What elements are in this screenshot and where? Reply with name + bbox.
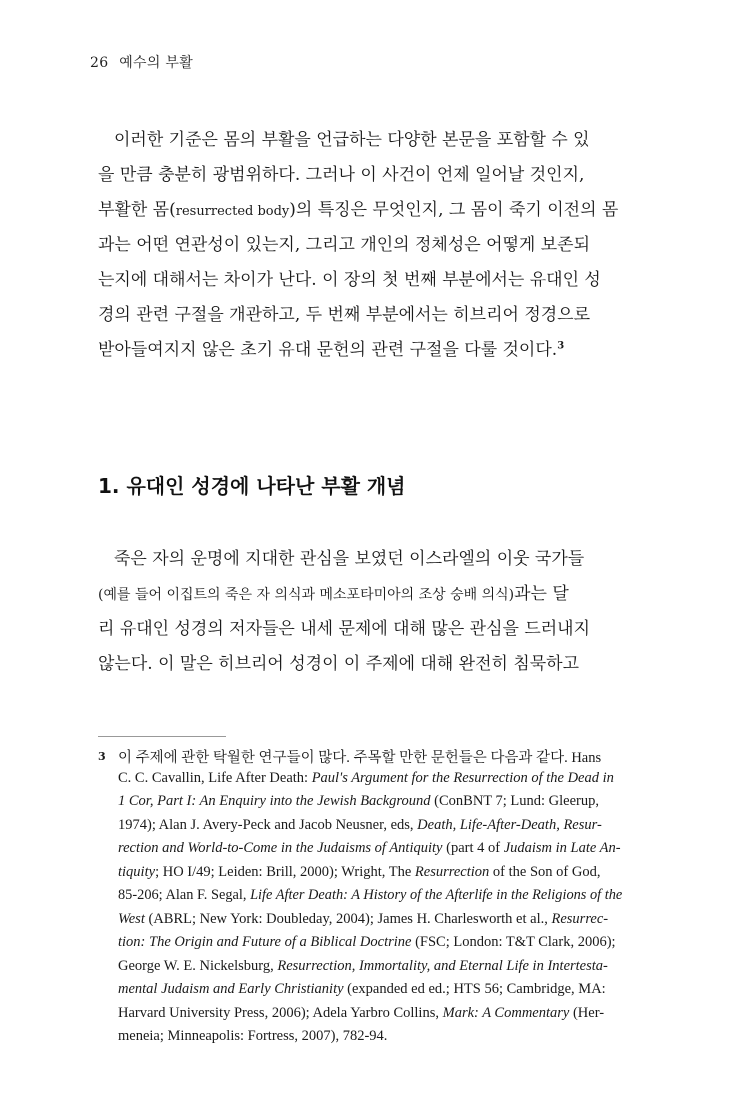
text-span: George W. E. Nickelsburg, <box>118 957 278 974</box>
paragraph-line: 죽은 자의 운명에 지대한 관심을 보였던 이스라엘의 이웃 국가들 <box>114 549 585 569</box>
text-span: 1974); Alan J. Avery-Peck and Jacob Neusner, eds, <box>118 816 418 833</box>
paragraph-line: 과는 어떤 연관성이 있는지, 그리고 개인의 정체성은 어떻게 보존되 <box>98 235 591 255</box>
footnote-divider <box>98 736 226 737</box>
footnote-line <box>118 958 608 975</box>
text-span: )의 특징은 무엇인지, 그 몸이 죽기 이전의 몸 <box>289 200 619 220</box>
paragraph-line: 않는다. 이 말은 히브리어 성경이 이 주제에 대해 완전히 침묵하고 <box>98 654 580 674</box>
running-head <box>90 52 193 72</box>
book-title-italic: Death, Life-After-Death, Resur- <box>417 816 602 833</box>
book-title-italic: rection and World-to-Come in the Judaisms of Antiquity <box>118 840 443 856</box>
footnote-line <box>118 793 599 810</box>
text-span: (ConBNT 7; Lund: Gleerup, <box>430 793 600 809</box>
text-span: 받아들여지지 않은 초기 유대 문헌의 관련 구절을 다룰 것이다. <box>98 340 558 360</box>
paragraph-line: 경의 관련 구절을 개관하고, 두 번째 부분에서는 히브리어 정경으로 <box>98 305 591 325</box>
text-span: Harvard University Press, 2006); Adela Yarbro Collins, <box>118 1004 443 1021</box>
text-span: (FSC; London: T&T Clark, 2006); <box>411 934 616 950</box>
paragraph-line: 는지에 대해서는 차이가 난다. 이 장의 첫 번째 부분에서는 유대인 성 <box>98 270 601 290</box>
book-title-italic: Life After Death: A History of the Afterlife in the Religions of the <box>250 887 623 903</box>
paragraph-line: 이러한 기준은 몸의 부활을 언급하는 다양한 본문을 포함할 수 있 <box>114 130 590 150</box>
english-term: resurrected body <box>175 204 290 219</box>
book-title-italic: Resurrec- <box>551 910 609 927</box>
book-title-italic: tion: The Origin and Future of a Biblical Doctrine <box>118 934 412 950</box>
text-span: (expanded ed ed.; HTS 56; Cambridge, MA: <box>343 981 606 997</box>
book-title-italic: Resurrection <box>414 863 490 880</box>
footnote-line <box>118 817 602 834</box>
text-span: (part 4 of <box>442 840 504 856</box>
book-title-italic: 1 Cor, Part I: An Enquiry into the Jewish Background <box>118 793 431 809</box>
book-title-italic: Mark: A Commentary <box>442 1004 570 1021</box>
paragraph-line <box>98 579 569 604</box>
text-span: of the Son of God, <box>489 863 601 880</box>
book-title-italic: mental Judaism and Early Christianity <box>118 981 344 997</box>
book-title-italic: Judaism in Late An- <box>503 840 621 856</box>
footnote-line <box>118 1005 604 1022</box>
paragraph-line: 을 만큼 충분히 광범위하다. 그러나 이 사건이 언제 일어날 것인지, <box>98 165 585 185</box>
footnote-line: 이 주제에 관한 탁월한 연구들이 많다. 주목할 만한 문헌들은 다음과 같다. Hans <box>118 750 602 766</box>
paragraph-line: 리 유대인 성경의 저자들은 내세 문제에 대해 많은 관심을 드러내지 <box>98 619 591 639</box>
footnote-line <box>118 911 608 928</box>
text-span: (ABRL; New York: Doubleday, 2004); James H. Charlesworth et al., <box>144 910 552 927</box>
book-title-italic: tiquity <box>118 863 156 880</box>
footnote-line: meneia; Minneapolis: Fortress, 2007), 782-94. <box>118 1028 388 1044</box>
text-span: 부활한 몸( <box>98 200 176 220</box>
text-span: 85-206; Alan F. Segal, <box>118 887 251 903</box>
footnote-line <box>118 934 616 951</box>
page-number: 26 <box>90 55 109 71</box>
book-title-italic: Paul's Argument for the Resurrection of the Dead in <box>311 769 614 786</box>
text-span: (Her- <box>569 1004 605 1021</box>
footnote-line <box>118 981 606 998</box>
footnote-number: 3 <box>98 750 106 763</box>
parenthetical: (예를 들어 이집트의 죽은 자 의식과 메소포타미아의 조상 숭배 의식) <box>98 587 515 603</box>
paragraph-line <box>98 335 564 360</box>
book-title-italic: West <box>118 910 145 927</box>
text-span: ; HO I/49; Leiden: Brill, 2000); Wright, The <box>155 863 415 880</box>
footnote-line <box>118 864 600 881</box>
section-heading: 1. 유대인 성경에 나타난 부활 개념 <box>98 474 406 498</box>
footnote-line <box>118 770 614 787</box>
text-span: C. C. Cavallin, Life After Death: <box>118 769 312 786</box>
footnote-line <box>118 840 621 857</box>
footnote-reference[interactable]: 3 <box>557 340 565 352</box>
book-title-italic: Resurrection, Immortality, and Eternal Life in Intertesta- <box>277 957 608 974</box>
book-title: 예수의 부활 <box>119 55 194 71</box>
footnote-line <box>118 887 622 904</box>
paragraph-line <box>98 195 618 220</box>
text-span: 과는 달 <box>514 584 569 604</box>
